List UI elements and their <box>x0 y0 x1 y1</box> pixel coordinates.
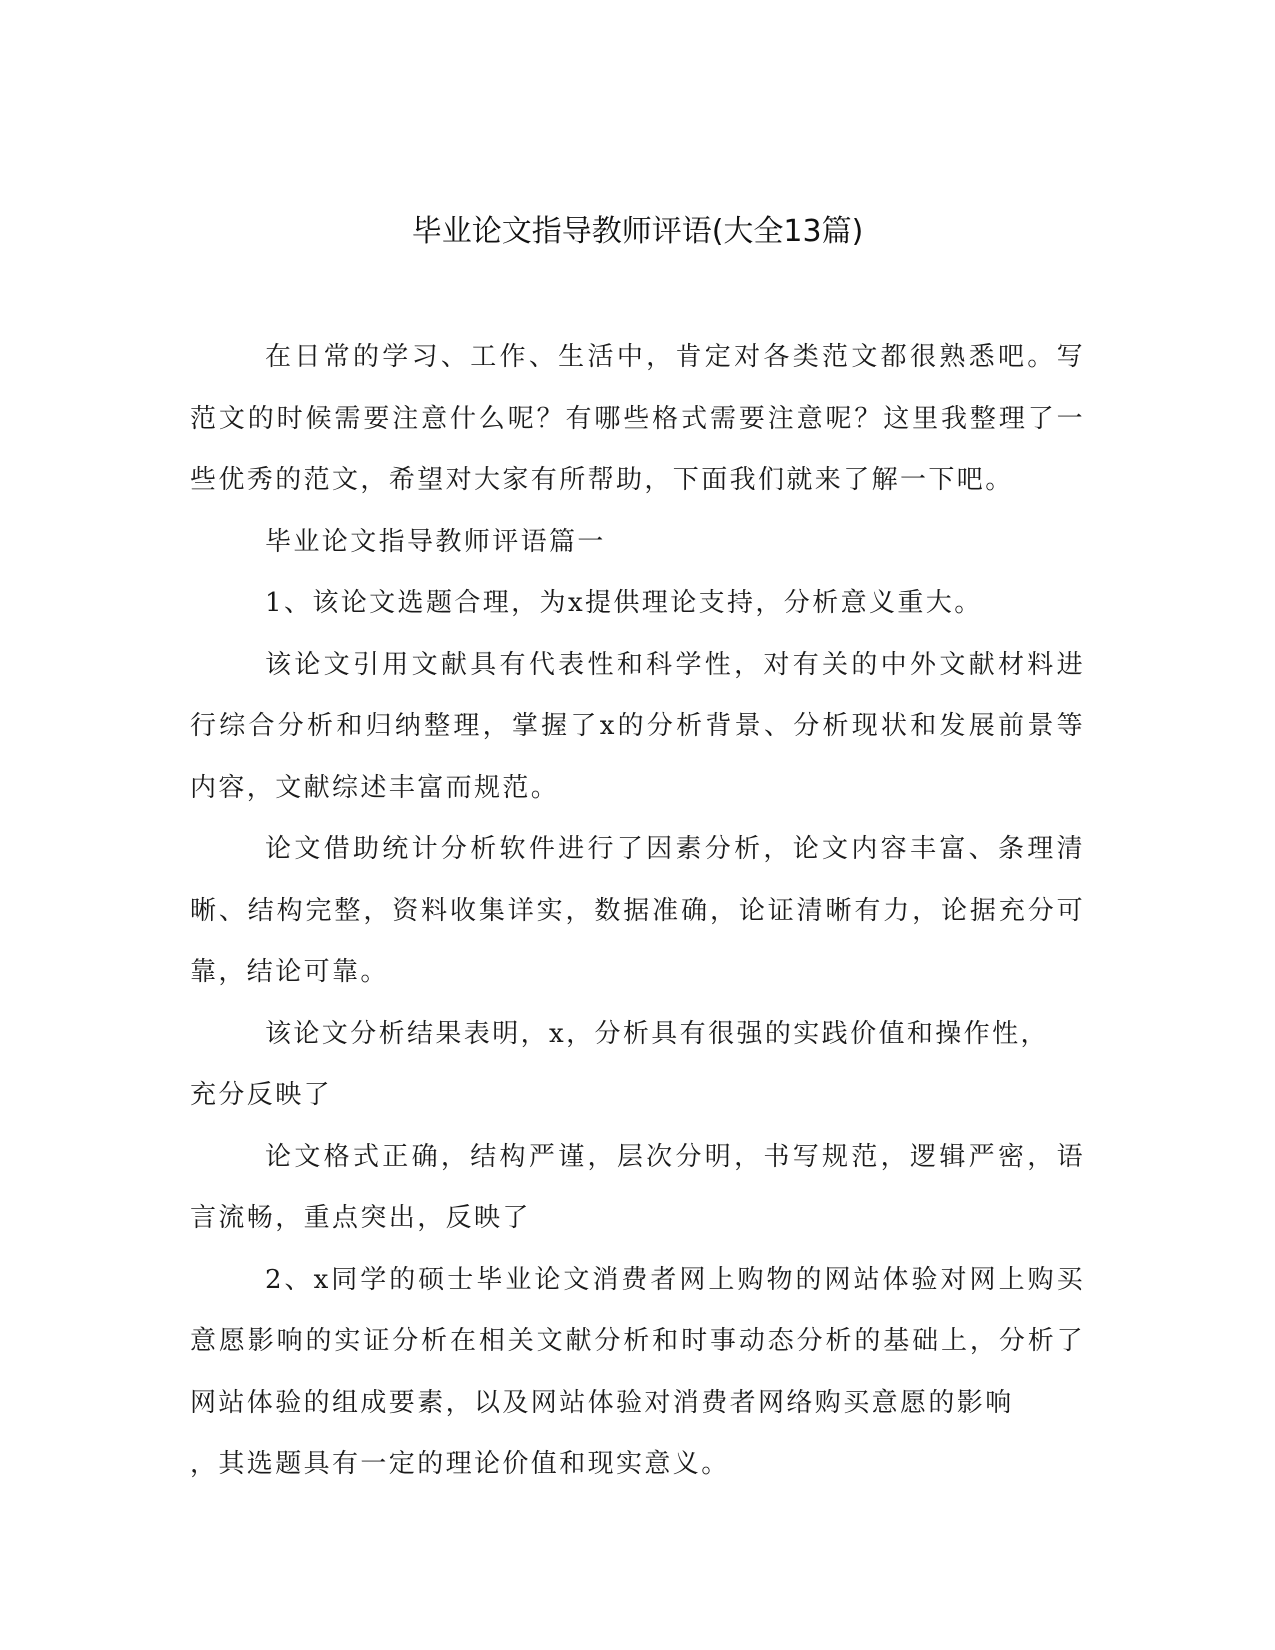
paragraph: ，其选题具有一定的理论价值和现实意义。 <box>190 1449 730 1479</box>
document-title: 毕业论文指导教师评语(大全13篇) <box>411 214 864 249</box>
paragraph: 论文借助统计分析软件进行了因素分析，论文内容丰富、条理清晰、结构完整，资料收集详实，数据准确，论证清晰有力，论据充分可靠，结论可靠。 <box>190 834 1085 987</box>
paragraph: 论文格式正确，结构严谨，层次分明，书写规范，逻辑严密，语言流畅，重点突出，反映了 <box>190 1141 1085 1233</box>
paragraph: 1、该论文选题合理，为x提供理论支持，分析意义重大。 <box>265 588 983 618</box>
section-heading: 毕业论文指导教师评语篇一 <box>265 526 606 557</box>
paragraph: 2、x同学的硕士毕业论文消费者网上购物的网站体验对网上购买意愿影响的实证分析在相关文献分析和时事动态分析的基础上，分析了网站体验的组成要素，以及网站体验对消费者网络购买意愿的影响 <box>190 1264 1085 1418</box>
document-body <box>190 327 1085 1496</box>
paragraph: 该论文引用文献具有代表性和科学性，对有关的中外文献材料进行综合分析和归纳整理，掌握了x的分析背景、分析现状和发展前景等内容，文献综述丰富而规范。 <box>190 649 1085 803</box>
paragraph: 充分反映了 <box>190 1080 333 1110</box>
paragraph: 该论文分析结果表明，x，分析具有很强的实践价值和操作性， <box>265 1018 1049 1049</box>
paragraph-intro: 在日常的学习、工作、生活中，肯定对各类范文都很熟悉吧。写范文的时候需要注意什么呢？有哪些格式需要注意呢？这里我整理了一些优秀的范文，希望对大家有所帮助，下面我们就来了解一下吧。 <box>190 342 1085 495</box>
